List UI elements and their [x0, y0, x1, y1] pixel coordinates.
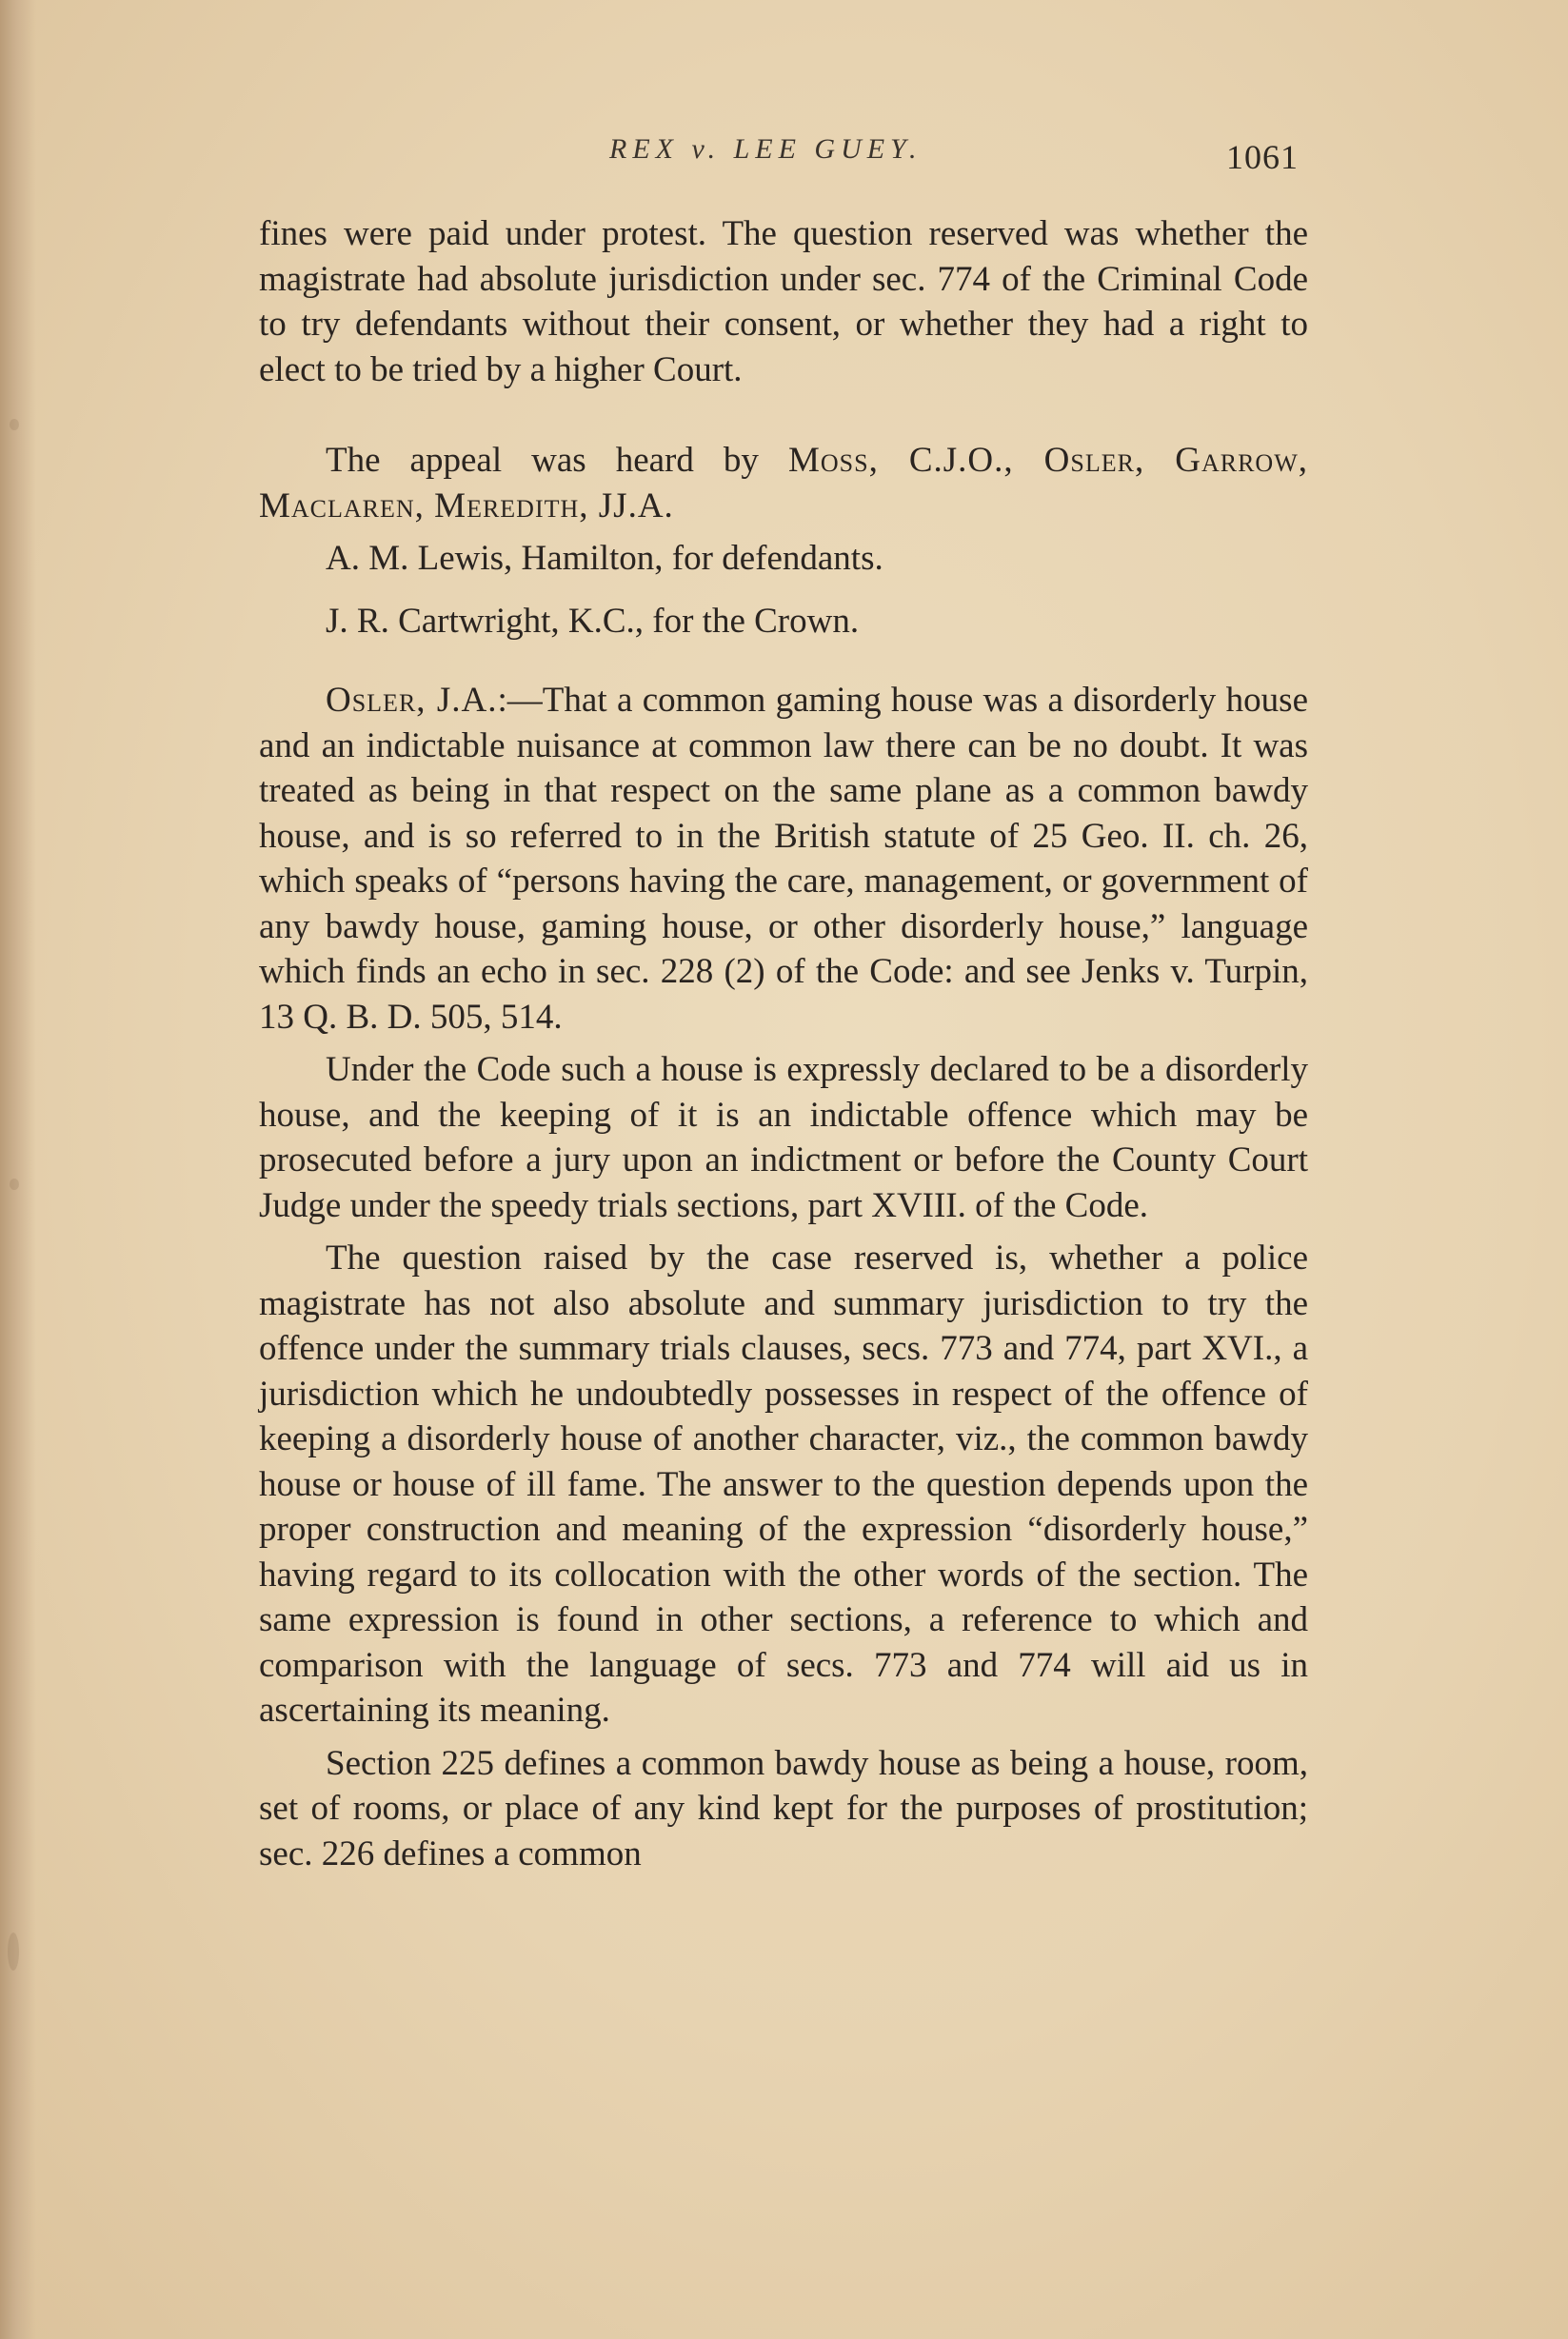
running-header [0, 133, 1568, 181]
ink-blot [10, 1179, 19, 1190]
running-title: REX v. LEE GUEY. [609, 133, 923, 165]
paragraph: Section 225 defines a common bawdy house as being a house, room, set of rooms, or place of any kind kept for the purposes of prostitution; sec. 226 defines a common [259, 1743, 1308, 1873]
bench-lead: The appeal was heard by [326, 441, 788, 480]
body-text [259, 211, 1308, 1884]
paragraph: The question raised by the case reserved is, whether a police magistrate has not also absolute and summary jurisdiction to try the offence under the summary trials clauses, secs. 773 and 774, part XVI., a jurisdiction which he undoubtedly possesses in respect of the offence of keeping a disorderly house of another character, viz., the common bawdy house or house of ill fame. The answer to the question depends upon the proper construction and meaning of the expression “disorderly house,” having regard to its collocation with the other words of the section. The same expression is found in other sections, a reference to which and comparison with the language of secs. 773 and 774 will aid us in ascertaining its meaning. [259, 1239, 1308, 1730]
paragraph: Under the Code such a house is expressly declared to be a disorderly house, and the keeping of it is an indictable offence which may be prosecuted before a jury upon an indictment or before the County Court Judge under the speedy trials sections, part XVIII. of the Code. [259, 1050, 1308, 1225]
counsel-defendants: A. M. Lewis, Hamilton, for defendants. [326, 539, 883, 578]
ink-blot [8, 1933, 19, 1971]
page-number: 1061 [1226, 138, 1299, 176]
judge-name: Osler, J.A. [326, 681, 498, 720]
ink-blot [10, 419, 19, 430]
paragraph-judgment-opening [259, 678, 1308, 1040]
paragraph-bench [259, 438, 1308, 528]
book-spine-shadow [0, 0, 36, 2339]
paragraph-continuation: fines were paid under protest. The question reserved was whether the magistrate had absolute jurisdiction under sec. 774 of the Criminal Code to try defendants without their consent, or whether they had a right to elect to be tried by a higher Court. [259, 214, 1308, 389]
judgment-text: :—That a common gaming house was a disorderly house and an indictable nuisance at common law there can be no doubt. It was treated as being in that respect on the same plane as a common bawdy house, and is so referred to in the British statute of 25 Geo. II. ch. 26, which speaks of “persons having the care, management, or government of any bawdy house, gaming house, or other disorderly house,” language which finds an echo in sec. 228 (2) of the Code: and see Jenks v. Turpin, 13 Q. B. D. 505, 514. [259, 681, 1308, 1037]
bench-judges: Moss, C.J.O., Osler, Garrow, Maclaren, Meredith, JJ.A. [259, 441, 1308, 525]
counsel-crown: J. R. Cartwright, K.C., for the Crown. [326, 601, 860, 641]
